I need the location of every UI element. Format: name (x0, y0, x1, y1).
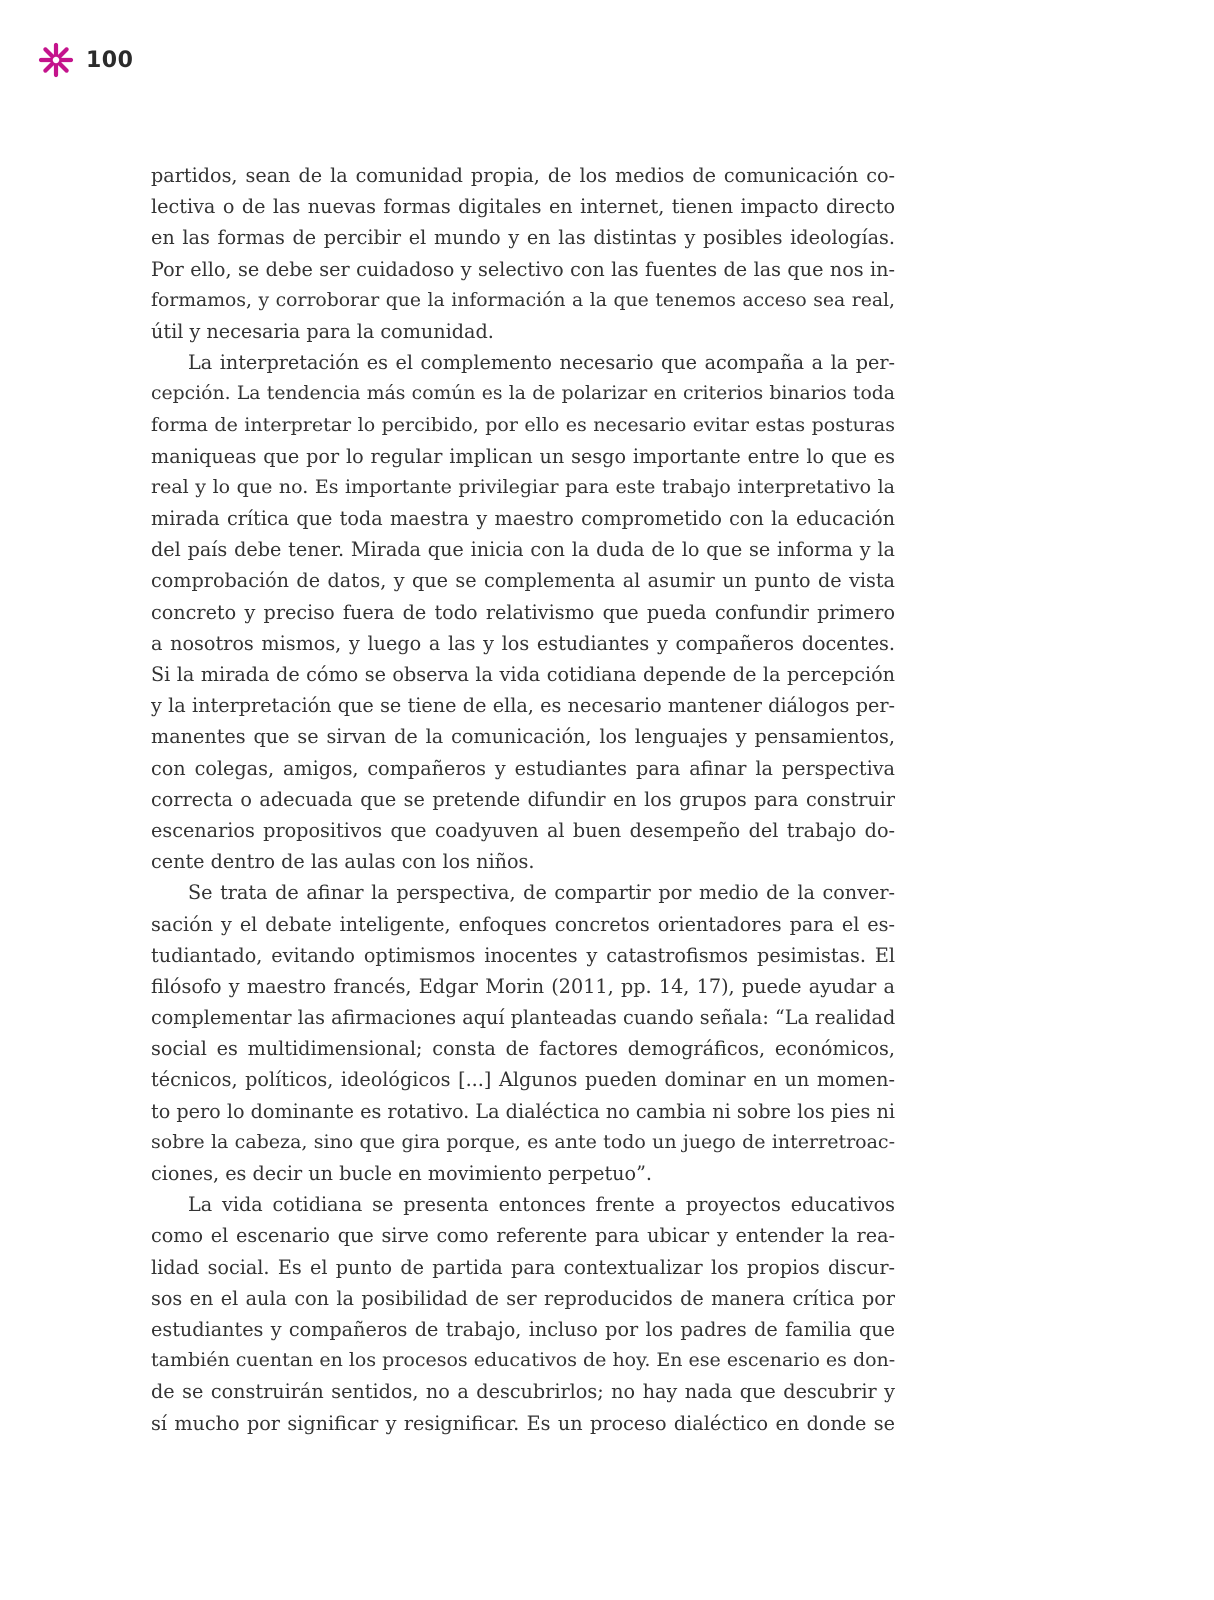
text-line: ciones, es decir un bucle en movimiento perpetuo”. (151, 1162, 652, 1185)
text-line: cente dentro de las aulas con los niños. (151, 850, 535, 874)
text-line: correcta o adecuada que se pretende difundir en los grupos para construir (151, 787, 895, 811)
text-line: en las formas de percibir el mundo y en las distintas y posibles ideologías. (151, 226, 895, 250)
text-line: mirada crítica que toda maestra y maestro comprometido con la educación (151, 507, 895, 531)
text-line: y la interpretación que se tiene de ella, es necesario mantener diálogos per- (151, 694, 895, 718)
body-text (151, 160, 895, 1439)
text-line: con colegas, amigos, compañeros y estudiantes para afinar la perspectiva (151, 756, 895, 780)
text-line: partidos, sean de la comunidad propia, de los medios de comunicación co- (151, 164, 895, 187)
text-line: concreto y preciso fuera de todo relativismo que pueda confundir primero (151, 600, 895, 624)
text-line: como el escenario que sirve como referente para ubicar y entender la rea- (151, 1224, 895, 1248)
text-line: estudiantes y compañeros de trabajo, incluso por los padres de familia que (151, 1317, 895, 1341)
text-line: real y lo que no. Es importante privilegiar para este trabajo interpretativo la (151, 475, 895, 498)
text-line: comprobación de datos, y que se complementa al asumir un punto de vista (151, 569, 895, 593)
text-line: cepción. La tendencia más común es la de polarizar en criterios binarios toda (151, 383, 895, 405)
text-line: lectiva o de las nuevas formas digitales en internet, tienen impacto directo (151, 195, 895, 219)
text-line: manentes que se sirvan de la comunicación, los lenguajes y pensamientos, (151, 725, 895, 749)
text-line: tudiantado, evitando optimismos inocentes y catastrofismos pesimistas. El (151, 943, 895, 967)
text-line: forma de interpretar lo percibido, por ello es necesario evitar estas posturas (151, 413, 895, 436)
text-line: sación y el debate inteligente, enfoques concretos orientadores para el es- (151, 912, 895, 936)
text-line: sos en el aula con la posibilidad de ser reproducidos de manera crítica por (151, 1286, 895, 1310)
text-line: social es multidimensional; consta de factores demográficos, económicos, (151, 1037, 895, 1061)
text-line: complementar las afirmaciones aquí planteadas cuando señala: “La realidad (151, 1006, 895, 1030)
text-line: Se trata de afinar la perspectiva, de compartir por medio de la conver- (188, 881, 895, 905)
text-line: técnicos, políticos, ideológicos [...] Algunos pueden dominar en un momen- (151, 1068, 895, 1092)
text-line: sobre la cabeza, sino que gira porque, es ante todo un juego de interretroac- (151, 1130, 895, 1153)
asterisk-star-icon (38, 42, 74, 78)
text-line: escenarios propositivos que coadyuven al buen desempeño del trabajo do- (151, 818, 895, 842)
text-line: Si la mirada de cómo se observa la vida cotidiana depende de la percepción (151, 663, 895, 686)
text-line: La interpretación es el complemento necesario que acompaña a la per- (188, 351, 895, 375)
text-line: del país debe tener. Mirada que inicia con la duda de lo que se informa y la (151, 538, 895, 562)
text-line: lidad social. Es el punto de partida para contextualizar los propios discur- (151, 1255, 895, 1279)
page-number: 100 (86, 47, 134, 73)
text-line: también cuentan en los procesos educativos de hoy. En ese escenario es don- (151, 1349, 895, 1372)
text-line: de se construirán sentidos, no a descubrirlos; no hay nada que descubrir y (151, 1380, 895, 1404)
text-line: sí mucho por significar y resignificar. Es un proceso dialéctico en donde se (151, 1411, 895, 1435)
text-line: maniqueas que por lo regular implican un sesgo importante entre lo que es (151, 444, 895, 468)
text-line: útil y necesaria para la comunidad. (151, 319, 494, 343)
text-line: to pero lo dominante es rotativo. La dialéctica no cambia ni sobre los pies ni (151, 1099, 895, 1123)
text-line: a nosotros mismos, y luego a las y los estudiantes y compañeros docentes. (151, 631, 895, 655)
page-header (38, 42, 133, 78)
text-line: formamos, y corroborar que la información a la que tenemos acceso sea real, (151, 289, 895, 311)
text-line: Por ello, se debe ser cuidadoso y selectivo con las fuentes de las que nos in- (151, 257, 895, 281)
text-line: filósofo y maestro francés, Edgar Morin (2011, pp. 14, 17), puede ayudar a (151, 974, 895, 998)
text-line: La vida cotidiana se presenta entonces frente a proyectos educativos (188, 1193, 895, 1217)
